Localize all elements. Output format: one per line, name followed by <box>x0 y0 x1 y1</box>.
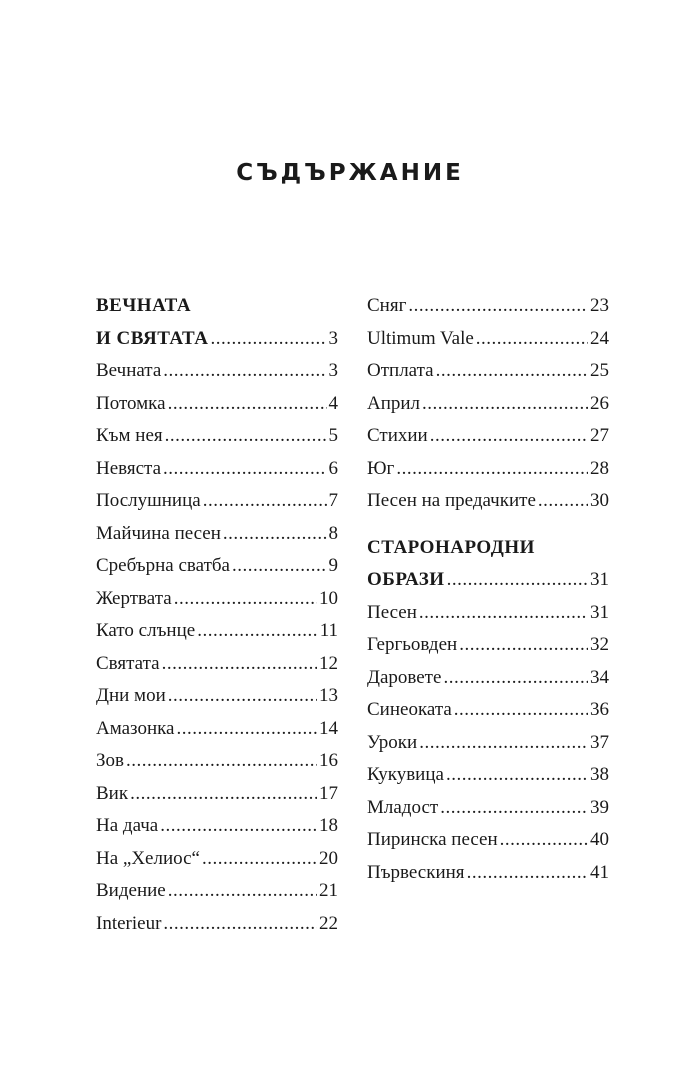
toc-entry[interactable] <box>96 875 338 908</box>
entry-title: Послушница <box>96 490 201 511</box>
entry-title: Даровете <box>367 666 442 688</box>
dot-leader <box>422 388 588 421</box>
entry-page-number: 30 <box>590 490 609 511</box>
entry-title: Майчина песен <box>96 522 221 544</box>
entry-page-number: 23 <box>590 295 609 316</box>
dot-leader <box>160 810 317 843</box>
toc-entry[interactable] <box>367 759 609 792</box>
entry-title: Стихии <box>367 425 428 446</box>
entry-page-number: 13 <box>319 685 338 706</box>
entry-title: Interieur <box>96 912 162 934</box>
entry-title: Сребърна сватба <box>96 555 230 576</box>
toc-entry[interactable] <box>367 355 609 388</box>
toc-entry[interactable] <box>96 550 338 583</box>
entry-page-number: 32 <box>590 634 609 655</box>
entry-page-number: 21 <box>319 880 338 901</box>
dot-leader <box>396 453 588 486</box>
entry-page-number: 16 <box>319 750 338 771</box>
entry-title: Видение <box>96 880 166 901</box>
entry-page-number: 31 <box>590 601 609 623</box>
dot-leader <box>436 355 588 388</box>
entry-page-number: 41 <box>590 861 609 883</box>
entry-title: Жертвата <box>96 587 172 609</box>
entry-page-number: 4 <box>328 392 338 414</box>
toc-entry[interactable] <box>96 810 338 843</box>
dot-leader <box>197 615 318 648</box>
entry-title: Вик <box>96 782 129 804</box>
entry-page-number: 26 <box>590 392 609 414</box>
entry-page-number: 20 <box>319 847 338 869</box>
toc-entry[interactable] <box>367 662 609 695</box>
toc-entry[interactable] <box>96 355 338 388</box>
entry-title: Сняг <box>367 295 407 316</box>
section-heading[interactable] <box>96 290 338 355</box>
entry-title: На „Хелиос“ <box>96 847 200 869</box>
toc-entry[interactable] <box>96 745 338 778</box>
entry-page-number: 10 <box>319 587 338 609</box>
entry-title: Пиринска песен <box>367 829 498 850</box>
section-page-number: 3 <box>328 327 338 349</box>
toc-entry[interactable] <box>367 694 609 727</box>
dot-leader <box>500 824 588 857</box>
dot-leader <box>476 323 588 356</box>
entry-page-number: 40 <box>590 829 609 850</box>
dot-leader <box>408 290 588 323</box>
entry-title: Гергьовден <box>367 634 458 655</box>
section-page-number: 31 <box>590 569 609 590</box>
toc-entry[interactable] <box>96 713 338 746</box>
dot-leader <box>419 597 588 630</box>
entry-page-number: 34 <box>590 666 609 688</box>
toc-column-right <box>367 290 609 889</box>
dot-leader <box>174 583 317 616</box>
entry-title: Невяста <box>96 457 162 479</box>
entry-page-number: 11 <box>319 620 338 641</box>
toc-entry[interactable] <box>96 908 338 941</box>
entry-page-number: 22 <box>319 912 338 934</box>
dot-leader <box>168 875 317 908</box>
entry-title: Песен на предачките <box>367 490 536 511</box>
dot-leader <box>459 629 588 662</box>
entry-title: Като слънце <box>96 620 196 641</box>
dot-leader <box>419 727 588 760</box>
dot-leader <box>162 648 317 681</box>
toc-entry[interactable] <box>367 857 609 890</box>
entry-title: Отплата <box>367 360 434 381</box>
dot-leader <box>163 908 317 941</box>
entry-page-number: 3 <box>328 360 338 381</box>
toc-entry[interactable] <box>367 453 609 486</box>
toc-entry[interactable] <box>367 290 609 323</box>
entry-title: Кукувица <box>367 764 444 785</box>
entry-page-number: 12 <box>319 652 338 674</box>
section-title-line2: ОБРАЗИ <box>367 569 445 590</box>
dot-leader <box>467 857 588 890</box>
entry-title: Април <box>367 392 421 414</box>
entry-page-number: 18 <box>319 815 338 836</box>
toc-entry[interactable] <box>367 824 609 857</box>
entry-title: Потомка <box>96 392 166 414</box>
dot-leader <box>446 759 588 792</box>
toc-entry[interactable] <box>96 453 338 486</box>
entry-title: Зов <box>96 750 124 771</box>
entry-title: Синеоката <box>367 699 452 720</box>
entry-page-number: 36 <box>590 699 609 720</box>
dot-leader <box>168 680 317 713</box>
toc-column-left <box>96 290 338 940</box>
entry-page-number: 37 <box>590 731 609 753</box>
toc-entry[interactable] <box>367 792 609 825</box>
entry-title: Песен <box>367 601 417 623</box>
dot-leader <box>177 713 318 746</box>
dot-leader <box>454 694 588 727</box>
dot-leader <box>163 453 326 486</box>
dot-leader <box>447 564 588 597</box>
entry-page-number: 6 <box>328 457 338 479</box>
entry-page-number: 25 <box>590 360 609 381</box>
entry-page-number: 27 <box>590 425 609 446</box>
toc-entry[interactable] <box>367 727 609 760</box>
entry-title: Ultimum Vale <box>367 327 474 349</box>
section-title-line1: СТАРОНАРОДНИ <box>367 536 535 558</box>
entry-page-number: 8 <box>328 522 338 544</box>
entry-title: Вечната <box>96 360 162 381</box>
toc-entry[interactable] <box>96 843 338 876</box>
section-title-line1: ВЕЧНАТА <box>96 295 192 316</box>
toc-entry[interactable] <box>96 388 338 421</box>
entry-title: Младост <box>367 796 439 818</box>
toc-entry[interactable] <box>96 615 338 648</box>
entry-page-number: 17 <box>319 782 338 804</box>
dot-leader <box>232 550 327 583</box>
entry-page-number: 28 <box>590 457 609 479</box>
toc-entry[interactable] <box>96 778 338 811</box>
toc-entry[interactable] <box>367 629 609 662</box>
entry-title: Уроки <box>367 731 418 753</box>
toc-entry[interactable] <box>367 597 609 630</box>
dot-leader <box>443 662 588 695</box>
dot-leader <box>430 420 588 453</box>
toc-entry[interactable] <box>96 420 338 453</box>
dot-leader <box>126 745 317 778</box>
entry-page-number: 24 <box>590 327 609 349</box>
dot-leader <box>440 792 588 825</box>
toc-entry[interactable] <box>96 518 338 551</box>
dot-leader <box>223 518 327 551</box>
toc-entry[interactable] <box>367 323 609 356</box>
dot-leader <box>165 420 327 453</box>
toc-entry[interactable] <box>96 648 338 681</box>
toc-entry[interactable] <box>367 420 609 453</box>
section-title-line2-entry <box>367 564 609 597</box>
entry-title: Дни мои <box>96 685 166 706</box>
entry-page-number: 9 <box>328 555 338 576</box>
toc-entry[interactable] <box>96 485 338 518</box>
dot-leader <box>203 485 327 518</box>
entry-title: Святата <box>96 652 160 674</box>
section-title-line2-entry <box>96 323 338 356</box>
dot-leader <box>538 485 588 518</box>
entry-title: Към нея <box>96 425 163 446</box>
section-title-line2: И СВЯТАТА <box>96 327 209 349</box>
page-title: СЪДЪРЖАНИЕ <box>236 160 464 186</box>
section-heading[interactable] <box>367 532 609 597</box>
entry-title: Юг <box>367 457 395 479</box>
toc-entry[interactable] <box>96 583 338 616</box>
entry-page-number: 38 <box>590 764 609 785</box>
dot-leader <box>130 778 317 811</box>
dot-leader <box>168 388 327 421</box>
entry-page-number: 5 <box>328 425 338 446</box>
entry-page-number: 7 <box>328 490 338 511</box>
dot-leader <box>163 355 326 388</box>
entry-title: Амазонка <box>96 717 175 739</box>
entry-page-number: 39 <box>590 796 609 818</box>
toc-entry[interactable] <box>367 388 609 421</box>
entry-page-number: 14 <box>319 717 338 739</box>
toc-entry[interactable] <box>367 485 609 518</box>
dot-leader <box>210 323 326 356</box>
dot-leader <box>202 843 317 876</box>
entry-title: На дача <box>96 815 159 836</box>
toc-entry[interactable] <box>96 680 338 713</box>
entry-title: Първескиня <box>367 861 465 883</box>
